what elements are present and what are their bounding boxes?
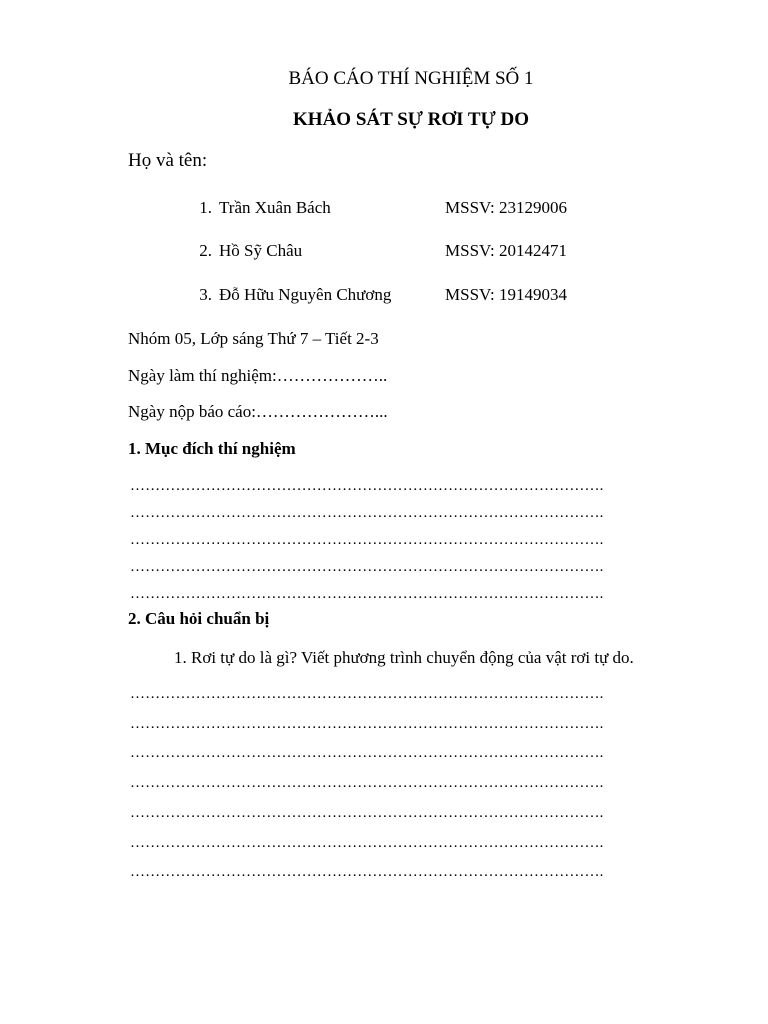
member-number: 1. — [199, 198, 212, 217]
answer-dot-line: …………………………………………………………………………………. — [130, 864, 604, 880]
answer-dot-line: …………………………………………………………………………………. — [130, 505, 604, 521]
group-class-line: Nhóm 05, Lớp sáng Thứ 7 – Tiết 2-3 — [128, 329, 379, 348]
member-mssv: MSSV: 19149034 — [445, 285, 568, 304]
section-2-heading: 2. Câu hỏi chuẩn bị — [128, 609, 270, 628]
answer-dot-line: …………………………………………………………………………………. — [130, 686, 604, 702]
section-1-heading: 1. Mục đích thí nghiệm — [128, 439, 296, 458]
name-label: Họ và tên: — [128, 150, 208, 171]
member-name: Hồ Sỹ Châu — [219, 241, 303, 260]
member-name: Đỗ Hữu Nguyên Chương — [219, 285, 392, 304]
answer-dot-line: …………………………………………………………………………………. — [130, 805, 604, 821]
answer-dot-line: …………………………………………………………………………………. — [130, 532, 604, 548]
answer-dot-line: …………………………………………………………………………………. — [130, 775, 604, 791]
answer-dot-line: …………………………………………………………………………………. — [130, 716, 604, 732]
report-subtitle: KHẢO SÁT SỰ RƠI TỰ DO — [293, 109, 529, 130]
member-mssv: MSSV: 23129006 — [445, 198, 568, 217]
answer-dot-line: …………………………………………………………………………………. — [130, 559, 604, 575]
question-1: 1. Rơi tự do là gì? Viết phương trình chuyển động của vật rơi tự do. — [174, 648, 634, 667]
member-number: 2. — [199, 241, 212, 260]
answer-dot-line: …………………………………………………………………………………. — [130, 478, 604, 494]
experiment-date-line: Ngày làm thí nghiệm:……………….. — [128, 366, 388, 385]
member-number: 3. — [199, 285, 212, 304]
answer-dot-line: …………………………………………………………………………………. — [130, 835, 604, 851]
answer-dot-line: …………………………………………………………………………………. — [130, 586, 604, 602]
answer-dot-line: …………………………………………………………………………………. — [130, 745, 604, 761]
submit-date-line: Ngày nộp báo cáo:…………………... — [128, 402, 388, 421]
report-title: BÁO CÁO THÍ NGHIỆM SỐ 1 — [288, 68, 534, 89]
member-name: Trần Xuân Bách — [219, 198, 331, 217]
member-mssv: MSSV: 20142471 — [445, 241, 568, 260]
